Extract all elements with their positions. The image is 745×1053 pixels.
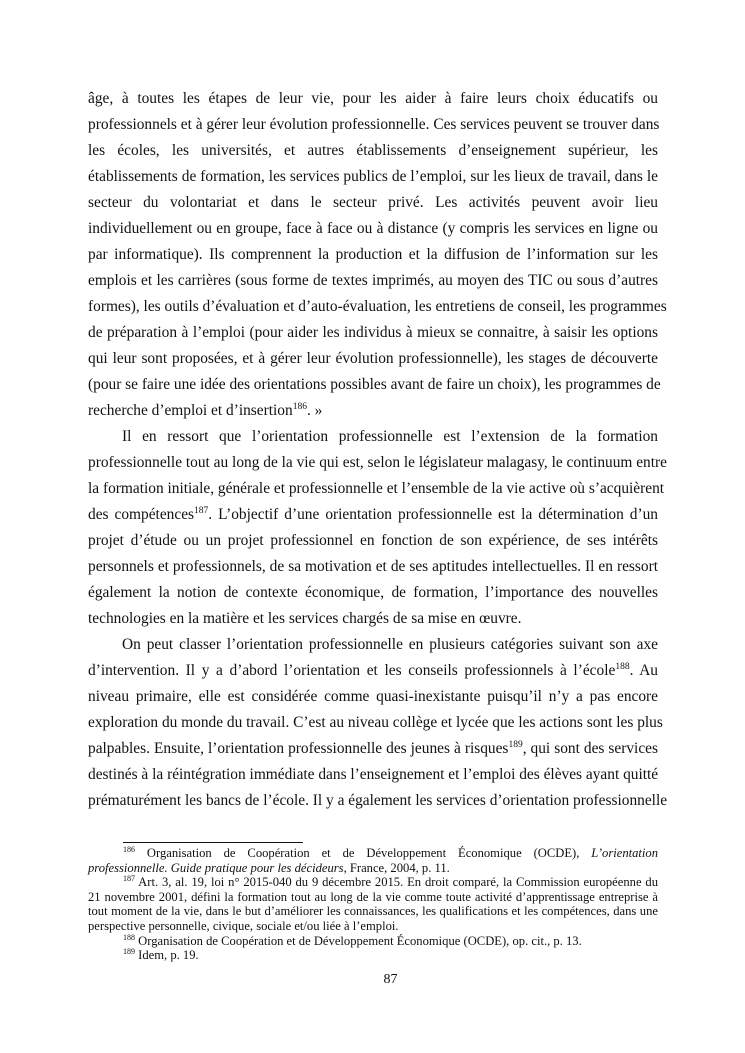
text-run: de préparation à l’emploi (pour aider les individus à mieux se connaitre, à saisir les options	[88, 324, 658, 341]
text-run: qui leur sont proposées, et à gérer leur évolution professionnelle), les stages de découverte	[88, 350, 658, 367]
text-line	[88, 372, 661, 398]
text-run: . L’objectif d’une orientation professionnelle est la détermination d’un	[208, 506, 658, 523]
text-run: niveau primaire, elle est considérée comme quasi-inexistante puisqu’il n’y a pas encore	[88, 688, 658, 705]
italic-title: professionnelle. Guide pratique pour les décideurs	[88, 860, 344, 875]
text-line	[88, 934, 658, 949]
text-line	[88, 138, 658, 164]
text-line	[88, 294, 667, 320]
text-run: professionnels et à gérer leur évolution professionnelle. Ces services peuvent se trouver dans	[88, 116, 660, 133]
text-run: . »	[306, 402, 323, 419]
text-line	[88, 948, 658, 963]
text-run: 21 novembre 2001, défini la formation tout au long de la vie comme toute activité d’apprentissage entreprise à	[88, 889, 658, 904]
italic-title: L’orientation	[591, 846, 658, 860]
page-number: 87	[383, 972, 398, 987]
text-run: tout moment de la vie, dans le but d’améliorer les connaissances, les qualifications et les compétences, dans une	[88, 904, 658, 919]
text-line	[88, 502, 658, 528]
text-line	[88, 890, 658, 905]
footnote	[88, 846, 658, 875]
text-run: . Au	[629, 662, 659, 679]
text-run: également la notion de contexte économique, de formation, l’importance des nouvelles	[88, 584, 658, 601]
text-run: emplois et les carrières (sous forme de textes imprimés, au moyen des TIC ou sous d’autres	[88, 272, 658, 289]
footnote-reference: 188	[615, 662, 630, 672]
text-run: âge, à toutes les étapes de leur vie, pour les aider à faire leurs choix éducatifs ou	[88, 90, 658, 107]
text-line	[88, 268, 658, 294]
text-run: perspective personnelle, civique, sociale et/ou liée à l’emploi.	[88, 918, 399, 933]
text-line	[88, 86, 658, 112]
footnotes	[88, 846, 658, 963]
footnote-reference: 186	[123, 845, 135, 854]
text-line	[88, 164, 658, 190]
text-line	[88, 606, 658, 632]
text-line	[88, 554, 658, 580]
text-run: d’intervention. Il y a d’abord l’orientation et les conseils professionnels à l’école	[88, 662, 616, 679]
text-line	[88, 346, 658, 372]
text-run: projet d’étude ou un projet professionnel en fonction de son expérience, de ses intérêts	[88, 532, 658, 549]
footnote-reference: 189	[508, 740, 523, 750]
text-line	[88, 398, 658, 424]
text-run: , France, 2004, p. 11.	[343, 860, 450, 875]
footnote	[88, 934, 658, 949]
text-run: personnels et professionnels, de sa motivation et de ses aptitudes intellectuelles. Il en ressort	[88, 558, 658, 575]
text-run: les écoles, les universités, et autres établissements d’enseignement supérieur, les	[88, 142, 658, 159]
text-run: , qui sont des services	[522, 740, 658, 757]
text-line	[88, 190, 658, 216]
text-run: (pour se faire une idée des orientations possibles avant de faire un choix), les programmes de	[88, 376, 661, 393]
text-line	[88, 528, 658, 554]
text-run: prématurément les bancs de l’école. Il y a également les services d’orientation professionnelle	[88, 792, 668, 809]
paragraph	[88, 632, 668, 814]
text-line	[88, 632, 658, 658]
text-line	[88, 580, 658, 606]
text-line	[88, 846, 658, 861]
footnote	[88, 948, 658, 963]
text-run: technologies en la matière et les services chargés de sa mise en œuvre.	[88, 610, 522, 627]
text-run: Idem, p. 19.	[135, 948, 199, 963]
text-run: la formation initiale, générale et professionnelle et l’ensemble de la vie active où s’acquièrent	[88, 480, 665, 497]
text-run: Il en ressort que l’orientation professionnelle est l’extension de la formation	[122, 428, 658, 445]
footnote	[88, 875, 658, 933]
text-line	[88, 658, 658, 684]
text-run: des compétences	[88, 506, 195, 523]
body-text	[88, 86, 668, 814]
paragraph	[88, 86, 667, 424]
text-run: recherche d’emploi et d’insertion	[88, 402, 293, 419]
text-run: Organisation de Coopération et de Développement Économique (OCDE), op. cit., p. 13.	[135, 933, 582, 948]
text-run: On peut classer l’orientation professionnelle en plusieurs catégories suivant son axe	[122, 636, 658, 653]
paragraph	[88, 424, 667, 632]
text-run: destinés à la réintégration immédiate dans l’enseignement et l’emploi des élèves ayant quitté	[88, 766, 659, 783]
text-run: établissements de formation, les services publics de l’emploi, sur les lieux de travail, dans le	[88, 168, 658, 185]
footnote-reference: 187	[123, 874, 135, 884]
text-line	[88, 216, 658, 242]
text-run: professionnelle tout au long de la vie qui est, selon le législateur malagasy, le continuum entre	[88, 454, 667, 471]
footnote-reference: 187	[194, 506, 209, 516]
text-line	[88, 450, 667, 476]
footnote-separator	[123, 842, 303, 843]
text-line	[88, 861, 658, 876]
text-line	[88, 736, 658, 762]
text-run: palpables. Ensuite, l’orientation professionnelle des jeunes à risques	[88, 740, 509, 757]
text-run: individuellement ou en groupe, face à face ou à distance (y compris les services en ligne ou	[88, 220, 658, 237]
text-line	[88, 875, 658, 890]
text-run: Organisation de Coopération et de Développement Économique (OCDE),	[135, 846, 592, 860]
text-line	[88, 320, 658, 346]
text-line	[88, 424, 658, 450]
text-run: exploration du monde du travail. C’est au niveau collège et lycée que les actions sont les plus	[88, 714, 663, 731]
text-line	[88, 684, 658, 710]
text-line	[88, 476, 665, 502]
text-line	[88, 112, 658, 138]
footnote-reference: 189	[123, 947, 135, 957]
text-line	[88, 710, 663, 736]
text-run: par informatique). Ils comprennent la production et la diffusion de l’information sur les	[88, 246, 658, 263]
text-run: formes), les outils d’évaluation et d’auto-évaluation, les entretiens de conseil, les programmes	[88, 298, 667, 315]
footnote-reference: 186	[292, 402, 307, 412]
text-run: secteur du volontariat et dans le secteur privé. Les activités peuvent avoir lieu	[88, 194, 658, 211]
text-line	[88, 242, 658, 268]
text-line	[88, 762, 658, 788]
text-run: Art. 3, al. 19, loi n° 2015-040 du 9 décembre 2015. En droit comparé, la Commission européenne du	[135, 875, 658, 890]
text-line	[88, 919, 658, 934]
footnote-reference: 188	[123, 932, 135, 942]
text-line	[88, 788, 668, 814]
text-line	[88, 904, 658, 919]
